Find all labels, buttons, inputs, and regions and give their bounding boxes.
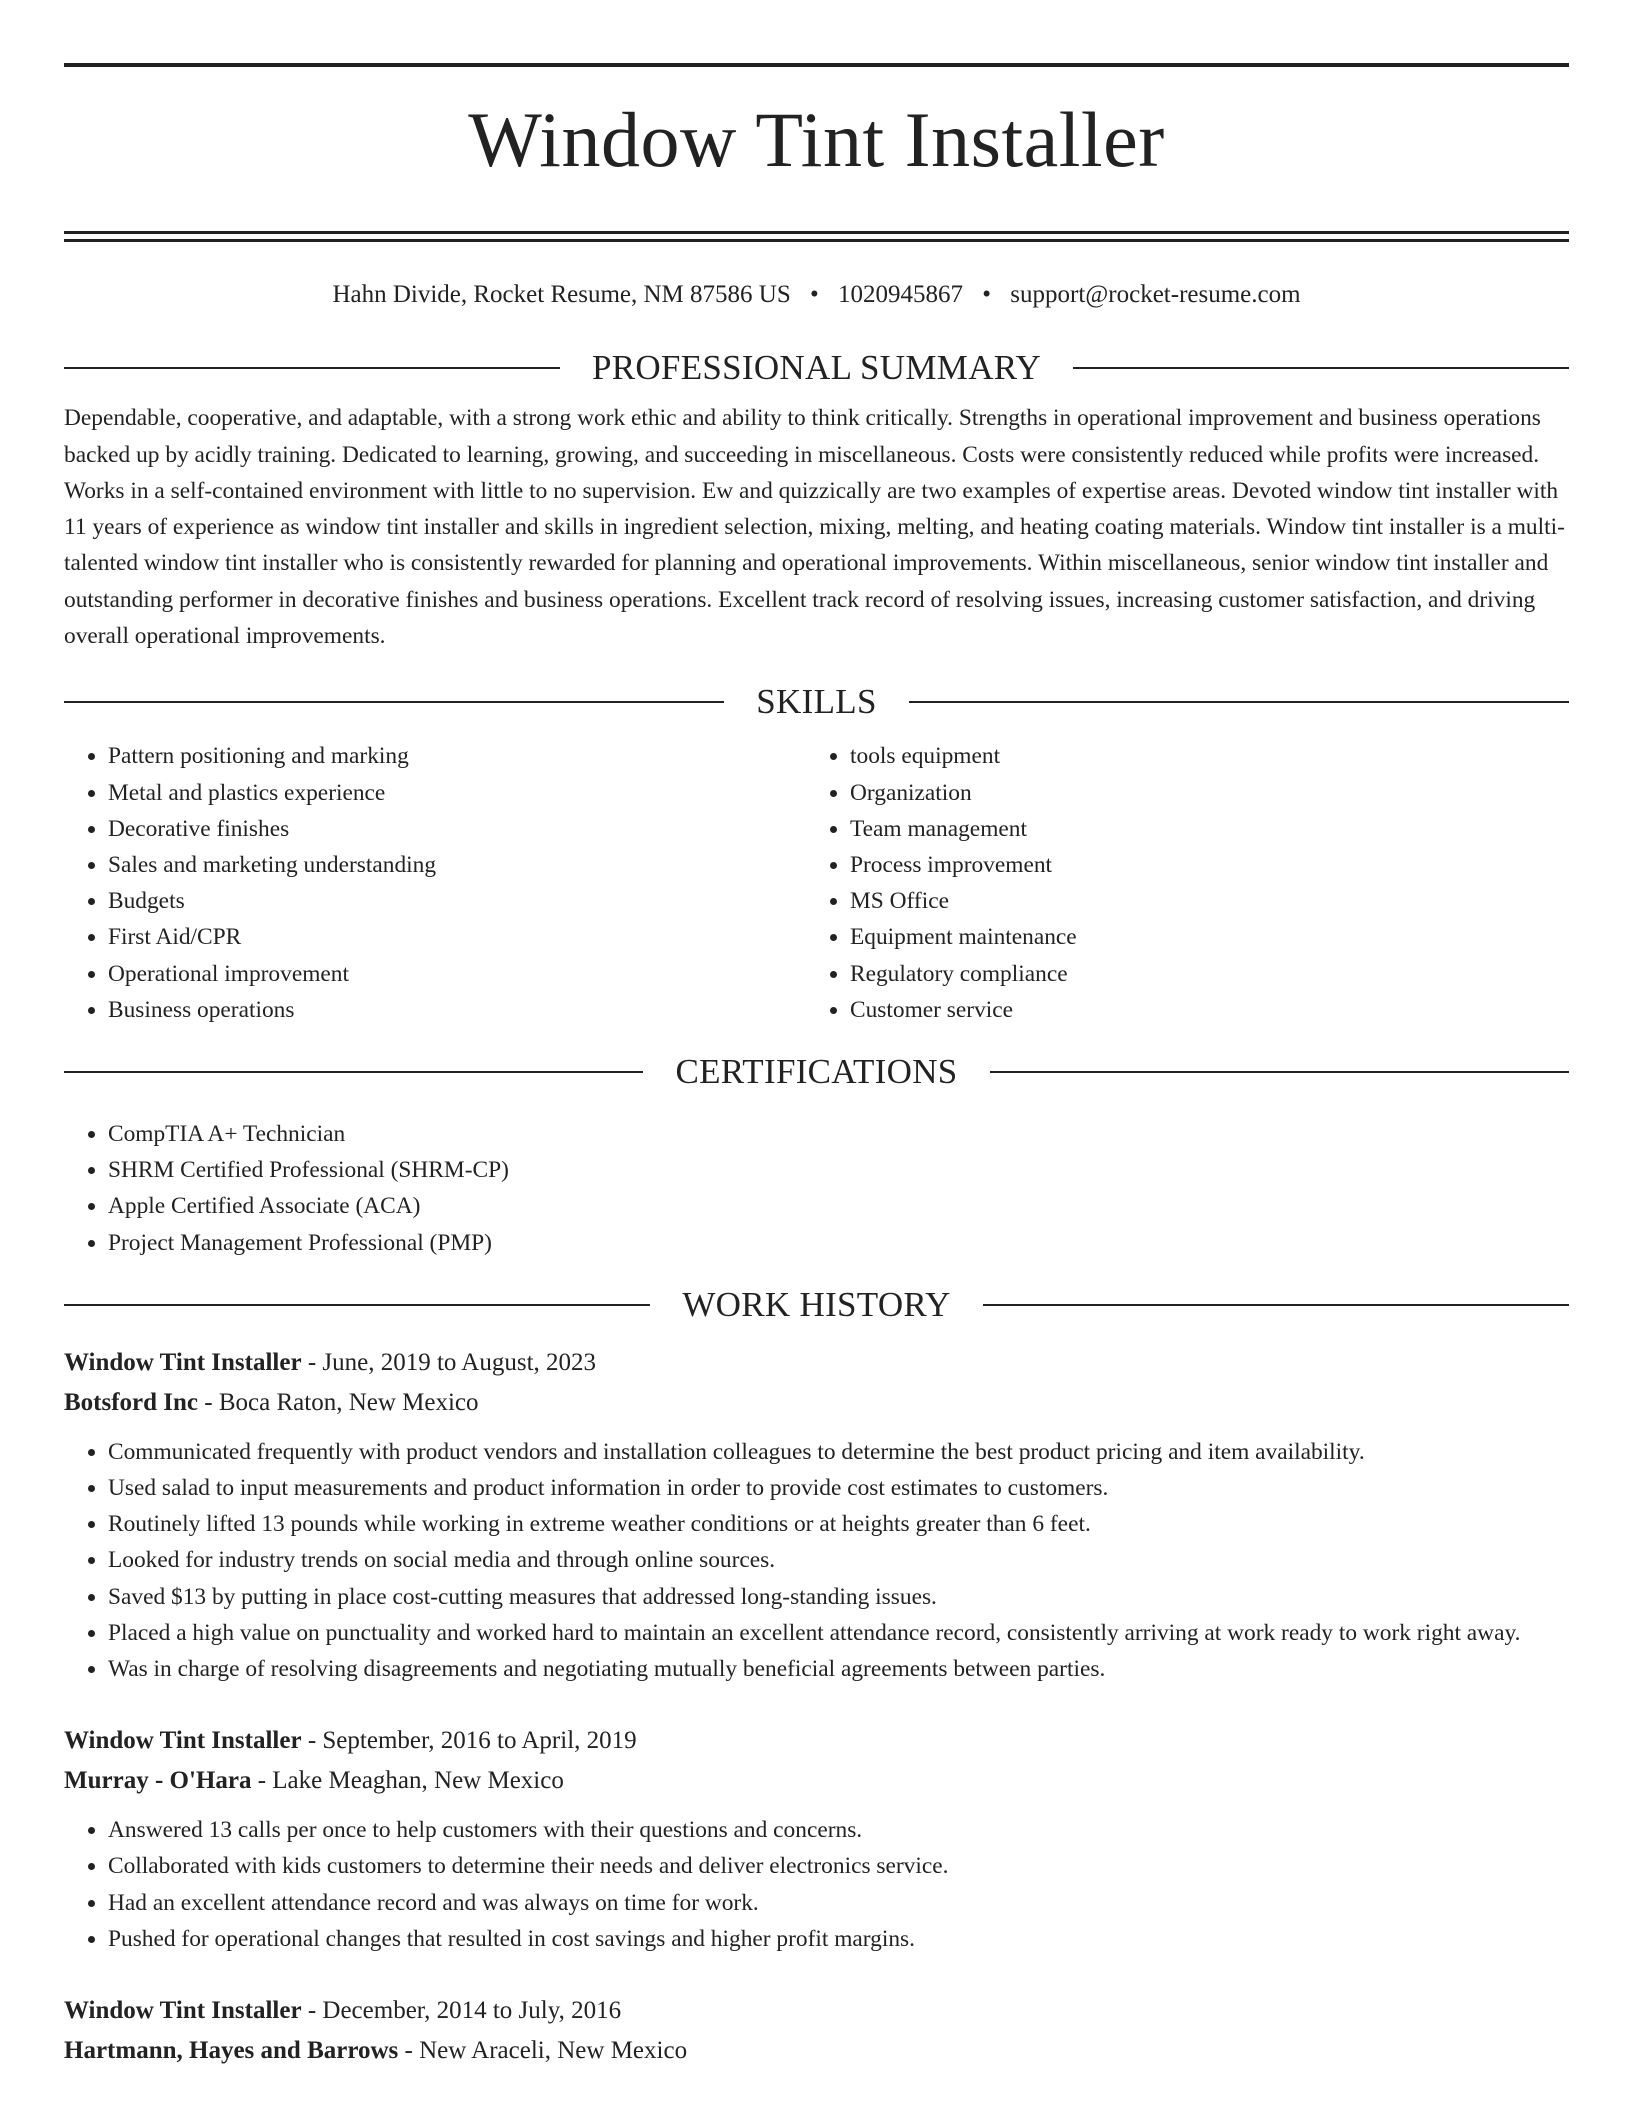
contact-email: support@rocket-resume.com <box>1010 281 1301 309</box>
skill-item: • Budgets <box>108 883 806 919</box>
job-bullet: • Pushed for operational changes that resulted in cost savings and higher profit margins. <box>108 1921 1569 1957</box>
section-rule-left <box>64 367 560 369</box>
certification-item: • SHRM Certified Professional (SHRM-CP) <box>108 1152 1569 1188</box>
job-location: - New Araceli, New Mexico <box>398 2037 688 2064</box>
skill-item: • Operational improvement <box>108 956 806 992</box>
job-bullet: • Placed a high value on punctuality and worked hard to maintain an excellent attendance record, consistently arriving at work ready to work right away. <box>108 1615 1569 1651</box>
job-location: - Boca Raton, New Mexico <box>198 1388 479 1416</box>
job-title-line <box>64 1343 1569 1383</box>
section-header-skills <box>64 682 1569 722</box>
skill-item: • Pattern positioning and marking <box>108 738 806 774</box>
section-title: SKILLS <box>756 682 877 722</box>
job-bullet: • Was in charge of resolving disagreements and negotiating mutually beneficial agreements between parties. <box>108 1651 1569 1687</box>
job-entry <box>64 1343 1569 1687</box>
skill-item: • Business operations <box>108 992 806 1028</box>
job-bullet: • Collaborated with kids customers to determine their needs and deliver electronics service. <box>108 1848 1569 1884</box>
job-bullet: • Used salad to input measurements and product information in order to provide cost estimates to customers. <box>108 1470 1569 1506</box>
certification-item: • CompTIA A+ Technician <box>108 1116 1569 1152</box>
summary-text: Dependable, cooperative, and adaptable, with a strong work ethic and ability to think critically. Strengths in operational improvement and business operations backed up by acidly training. Dedicated to learning, growing, and succeeding in miscellaneous. Costs were consistently reduced while profits were increased. Works in a self-contained environment with little to no supervision. Ew and quizzically are two examples of expertise areas. Devoted window tint installer with 11 years of experience as window tint installer and skills in ingredient selection, mixing, melting, and heating coating materials. Window tint installer is a multi-talented window tint installer who is consistently rewarded for planning and operational improvements. Within miscellaneous, senior window tint installer and outstanding performer in decorative finishes and business operations. Excellent track record of resolving issues, increasing customer satisfaction, and driving overall operational improvements. <box>64 405 1565 650</box>
candidate-name: Window Tint Installer <box>468 96 1165 183</box>
contact-address: Hahn Divide, Rocket Resume, NM 87586 US <box>332 281 791 309</box>
job-title-line <box>64 1991 1569 2031</box>
skills-column-left <box>64 738 806 1028</box>
job-company: Murray - O'Hara <box>64 1767 252 1795</box>
job-bullet: • Looked for industry trends on social media and through online sources. <box>108 1542 1569 1578</box>
section-header-summary <box>64 348 1569 388</box>
contact-separator: • <box>809 281 819 309</box>
job-dates: - June, 2019 to August, 2023 <box>301 1348 597 1376</box>
job-bullet: • Communicated frequently with product vendors and installation colleagues to determine the best product pricing and item availability. <box>108 1434 1569 1470</box>
section-rule-right <box>1073 367 1569 369</box>
skill-item: • Decorative finishes <box>108 811 806 847</box>
job-bullet: • Had an excellent attendance record and was always on time for work. <box>108 1885 1569 1921</box>
job-role: Window Tint Installer <box>64 1727 302 1755</box>
skill-item: • Regulatory compliance <box>850 956 1548 992</box>
section-title: WORK HISTORY <box>682 1284 951 1324</box>
job-dates: - September, 2016 to April, 2019 <box>301 1727 637 1755</box>
skills-column-right <box>806 738 1548 1028</box>
certification-item: • Apple Certified Associate (ACA) <box>108 1188 1569 1224</box>
job-company: Hartmann, Hayes and Barrows <box>64 2037 399 2064</box>
skills-list <box>64 738 1569 1028</box>
skill-item: • Team management <box>850 811 1548 847</box>
job-title-line <box>64 1721 1569 1761</box>
job-bullet: • Saved $13 by putting in place cost-cutting measures that addressed long-standing issues. <box>108 1579 1569 1615</box>
resume-page <box>64 0 1569 2071</box>
job-company-line <box>64 2031 1569 2071</box>
section-rule-left <box>64 701 724 703</box>
section-rule-right <box>909 701 1569 703</box>
job-entry <box>64 1721 1569 1957</box>
certifications-list <box>64 1116 1569 1261</box>
job-company: Botsford Inc <box>64 1388 199 1416</box>
skill-item: • tools equipment <box>850 738 1548 774</box>
skill-item: • Organization <box>850 775 1548 811</box>
job-role: Window Tint Installer <box>64 1348 302 1376</box>
skill-item: • Customer service <box>850 992 1548 1028</box>
skill-item: • Equipment maintenance <box>850 919 1548 955</box>
section-rule-right <box>983 1304 1569 1306</box>
job-bullets <box>64 1812 1569 1957</box>
job-role: Window Tint Installer <box>64 1997 302 2024</box>
section-header-work-history <box>64 1285 1569 1325</box>
contact-phone: 1020945867 <box>838 281 963 309</box>
section-rule-right <box>990 1071 1569 1073</box>
double-rule <box>64 231 1569 242</box>
section-header-certifications <box>64 1052 1569 1092</box>
certification-item: • Project Management Professional (PMP) <box>108 1225 1569 1261</box>
skill-item: • First Aid/CPR <box>108 919 806 955</box>
skill-item: • MS Office <box>850 883 1548 919</box>
job-entry <box>64 1991 1569 2071</box>
top-rule <box>64 63 1569 67</box>
skill-item: • Metal and plastics experience <box>108 775 806 811</box>
section-title: CERTIFICATIONS <box>675 1051 958 1091</box>
contact-separator: • <box>982 281 992 309</box>
section-title: PROFESSIONAL SUMMARY <box>591 348 1042 388</box>
skill-item: • Sales and marketing understanding <box>108 847 806 883</box>
job-bullet: • Answered 13 calls per once to help customers with their questions and concerns. <box>108 1812 1569 1848</box>
job-bullet: • Routinely lifted 13 pounds while working in extreme weather conditions or at heights greater than 6 feet. <box>108 1506 1569 1542</box>
section-rule-left <box>64 1071 643 1073</box>
contact-line <box>64 280 1569 310</box>
job-bullets <box>64 1434 1569 1687</box>
job-dates: - December, 2014 to July, 2016 <box>301 1997 622 2024</box>
job-company-line <box>64 1761 1569 1801</box>
skill-item: • Process improvement <box>850 847 1548 883</box>
section-rule-left <box>64 1304 650 1306</box>
job-location: - Lake Meaghan, New Mexico <box>251 1767 564 1795</box>
job-company-line <box>64 1383 1569 1423</box>
